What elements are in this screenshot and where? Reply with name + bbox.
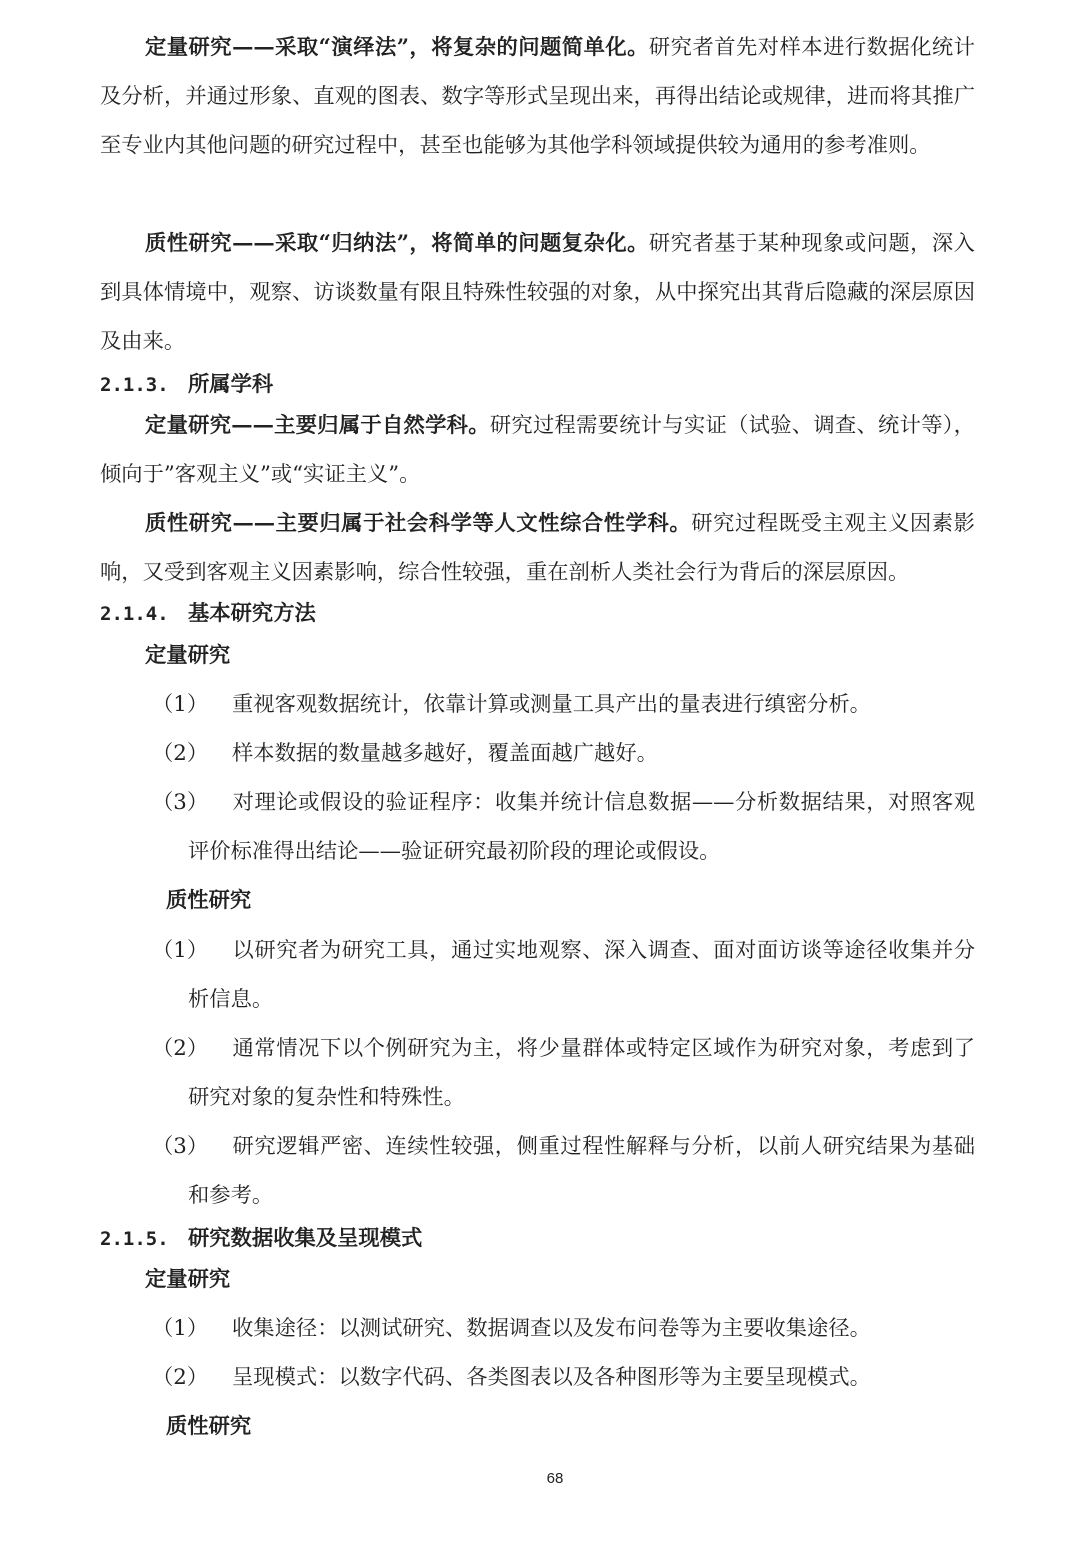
- list-item: [152, 778, 975, 876]
- paragraph-text: 研究者基于某种现象或问题，深入到具体情境中，观察、访谈数量有限且特殊性较强的对象，从中探究出其背后隐藏的深层原因及由来。: [100, 231, 975, 354]
- section-number: 2.1.3.: [100, 374, 169, 396]
- subheading-qualitative: 质性研究: [166, 1414, 252, 1439]
- item-number: （1）: [152, 938, 209, 963]
- item-number: （2）: [152, 1365, 209, 1390]
- item-number: （3）: [152, 1134, 209, 1159]
- bold-lead: 定量研究——采取“演绎法”，将复杂的问题简单化。: [145, 35, 649, 60]
- item-text: 呈现模式：以数字代码、各类图表以及各种图形等为主要呈现模式。: [232, 1365, 871, 1390]
- item-text: 重视客观数据统计，依靠计算或测量工具产出的量表进行缜密分析。: [232, 692, 871, 717]
- paragraph-qualitative-method: [100, 219, 975, 366]
- bold-lead: 定量研究——主要归属于自然学科。: [145, 413, 490, 438]
- paragraph-text: 研究者首先对样本进行数据化统计及分析，并通过形象、直观的图表、数字等形式呈现出来，再得出结论或规律，进而将其推广至专业内其他问题的研究过程中，甚至也能够为其他学科领域提供较为通用的参考准则。: [100, 35, 975, 158]
- item-text: 通常情况下以个例研究为主，将少量群体或特定区域作为研究对象，考虑到了研究对象的复杂性和特殊性。: [188, 1036, 975, 1110]
- list-item: [152, 926, 975, 1024]
- item-text: 以研究者为研究工具，通过实地观察、深入调查、面对面访谈等途径收集并分析信息。: [188, 938, 975, 1012]
- bold-lead: 质性研究——主要归属于社会科学等人文性综合性学科。: [145, 511, 692, 536]
- paragraph-text: 研究过程既受主观主义因素影响，又受到客观主义因素影响，综合性较强，重在剖析人类社会行为背后的深层原因。: [100, 511, 975, 585]
- section-title: 所属学科: [188, 372, 274, 397]
- list-item: [152, 680, 975, 729]
- paragraph-text: 研究过程需要统计与实证（试验、调查、统计等），倾向于”客观主义”或“实证主义”。: [100, 413, 975, 487]
- item-number: （2）: [152, 741, 209, 766]
- paragraph-quantitative-discipline: [100, 401, 975, 499]
- paragraph-quantitative-method: [100, 23, 975, 170]
- item-text: 收集途径：以测试研究、数据调查以及发布问卷等为主要收集途径。: [232, 1316, 871, 1341]
- subheading-qualitative: 质性研究: [166, 888, 252, 913]
- section-number: 2.1.5.: [100, 1228, 169, 1250]
- page-number: 68: [546, 1470, 564, 1487]
- item-number: （1）: [152, 692, 209, 717]
- list-item: [152, 1122, 975, 1220]
- subheading-quantitative: 定量研究: [145, 1267, 231, 1292]
- item-number: （1）: [152, 1316, 209, 1341]
- subheading-quantitative: 定量研究: [145, 643, 231, 668]
- section-title: 基本研究方法: [188, 601, 316, 626]
- item-text: 对理论或假设的验证程序：收集并统计信息数据——分析数据结果，对照客观评价标准得出结论——验证研究最初阶段的理论或假设。: [188, 790, 975, 864]
- paragraph-qualitative-discipline: [100, 499, 975, 597]
- item-number: （3）: [152, 790, 209, 815]
- list-item: [152, 729, 975, 778]
- section-number: 2.1.4.: [100, 603, 169, 625]
- list-item: [152, 1024, 975, 1122]
- item-text: 研究逻辑严密、连续性较强，侧重过程性解释与分析，以前人研究结果为基础和参考。: [188, 1134, 975, 1208]
- list-item: [152, 1304, 975, 1353]
- section-title: 研究数据收集及呈现模式: [188, 1226, 423, 1251]
- list-item: [152, 1353, 975, 1402]
- item-number: （2）: [152, 1036, 209, 1061]
- bold-lead: 质性研究——采取“归纳法”，将简单的问题复杂化。: [145, 231, 649, 256]
- item-text: 样本数据的数量越多越好，覆盖面越广越好。: [232, 741, 658, 766]
